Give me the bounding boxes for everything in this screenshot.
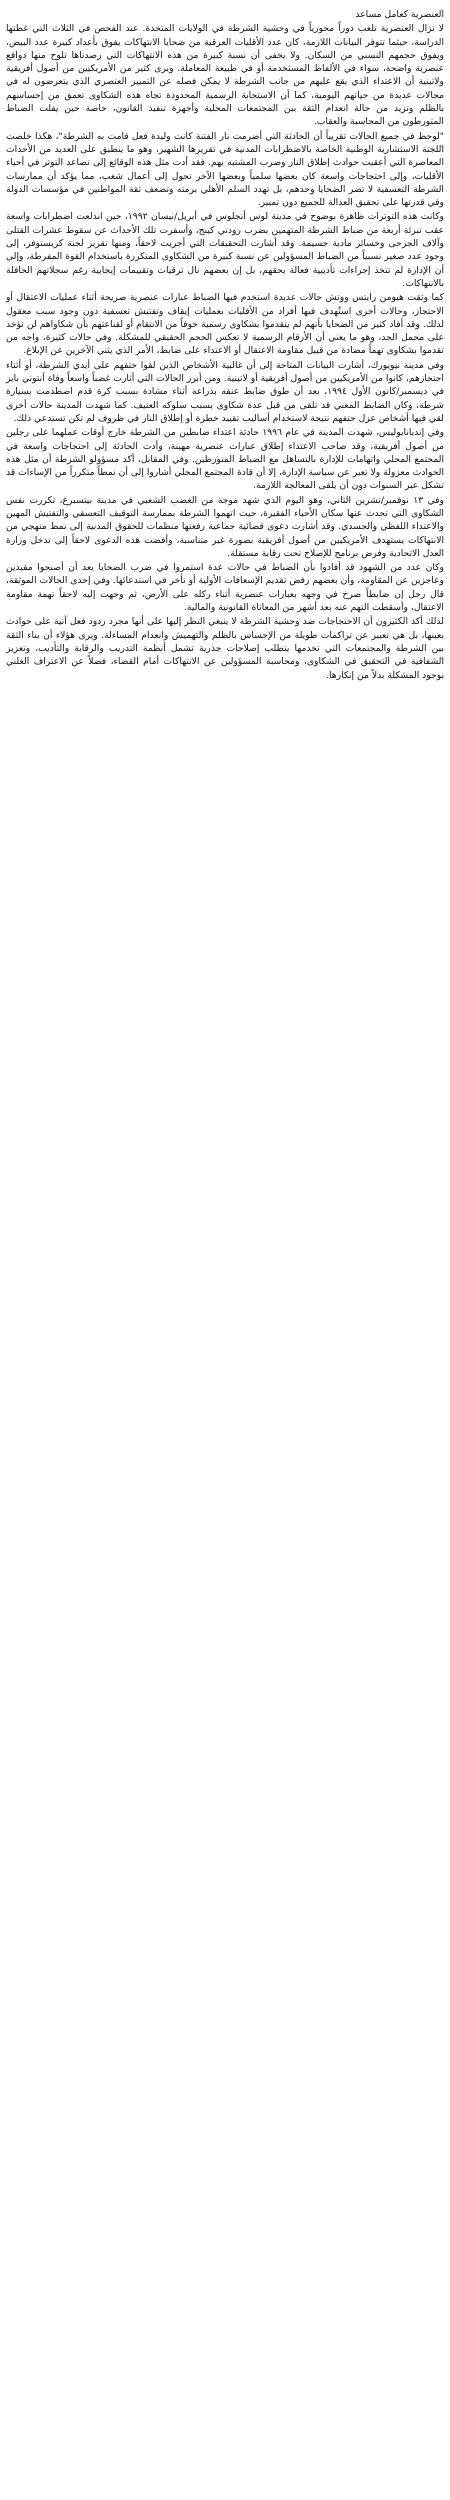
paragraph: كما وثقت هيومن رايتس ووتش حالات عديدة استخدم فيها الضباط عبارات عنصرية صريحة أثناء عمليات الاعتقال أو الاحتجاز، وحالات أخرى استُهدف فيها أفراد من الأقليات بعمليات إيقاف وتفتيش تعسفية دون وجود سبب معقول لذلك. وقد أفاد كثير من الضحايا بأنهم لم يتقدموا بشكاوى رسمية خوفاً من الانتقام أو لقناعتهم بأن شكاواهم لن تؤخذ على محمل الجد، وهو ما يعني أن الأرقام الرسمية لا تعكس الحجم الحقيقي للمشكلة. وفي حالات كثيرة، واجه من تقدموا بشكاوى تهماً مضادة من قبيل مقاومة الاعتقال أو الاعتداء على ضابط، الأمر الذي يثني الآخرين عن الإبلاغ. xyxy=(6,292,444,357)
paragraph: "لوحظ في جميع الحالات تقريباً أن الحادثة التي أضرمت نار الفتنة كانت وليدة فعل قامت به الشرطة"، هكذا خلصت اللجنة الاستشارية الوطنية الخاصة بالاضطرابات المدنية في تقريرها الشهير، وهو ما ينطبق على العديد من الأحداث المعاصرة التي أعقبت حوادث إطلاق النار وضرب المشتبه بهم. فقد أدت مثل هذه الوقائع إلى تصاعد التوتر في أحياء الأقليات، وإلى احتجاجات واسعة كان بعضها سلمياً وبعضها الآخر تحول إلى أعمال شغب، مما يؤكد أن ممارسات الشرطة التعسفية لا تضر الضحايا وحدهم، بل تهدد السلم الأهلي برمته وتضعف ثقة المواطنين في مؤسسات الدولة وفي قدرتها على تحقيق العدالة للجميع دون تمييز. xyxy=(6,130,444,209)
section-title: العنصرية كعامل مساعد xyxy=(355,9,444,20)
paragraph: لذلك أكد الكثيرون أن الاحتجاجات ضد وحشية الشرطة لا ينبغي النظر إليها على أنها مجرد ردود فعل آنية على حوادث بعينها، بل هي تعبير عن تراكمات طويلة من الإحساس بالظلم والتهميش وانعدام المساءلة. ويرى هؤلاء أن بناء الثقة بين الشرطة والمجتمعات التي تخدمها يتطلب إصلاحات جذرية تشمل أنظمة التدريب والرقابة والتأديب، وتعزيز الشفافية في التحقيق في الشكاوى، ومحاسبة المسؤولين عن الانتهاكات أمام القضاء، فضلاً عن الاعتراف العلني بوجود المشكلة بدلاً من إنكارها. xyxy=(6,616,444,681)
paragraph: وفي مدينة نيويورك، أشارت البيانات المتاحة إلى أن غالبية الأشخاص الذين لقوا حتفهم على أيدي الشرطة، أو أثناء احتجازهم، كانوا من الأمريكيين من أصول أفريقية أو لاتينية. ومن أبرز الحالات التي أثارت غضباً واسعاً وفاة أنتوني بايز في ديسمبر/كانون الأول ١٩٩٤، بعد أن طوق ضابط عنقه بذراعه أثناء مشادة بسبب كرة قدم اصطدمت بسيارة شرطة، وكان الضابط المعني قد تلقى من قبل عدة شكاوى بسبب سلوكه العنيف. كما شهدت المدينة حالات أخرى لقي فيها أشخاص عزل حتفهم نتيجة لاستخدام أساليب تقييد خطرة أو إطلاق النار في ظروف لم تكن تستدعي ذلك. xyxy=(6,359,444,424)
paragraph: لا تزال العنصرية تلعب دوراً محورياً في وحشية الشرطة في الولايات المتحدة. عند الفحص في الثلاث التي غطتها الدراسة، حيثما تتوفر البيانات اللازمة، كان عدد الأقليات العرقية من ضحايا الانتهاكات يفوق بأعداد كبيرة عدد البيض، ويفوق حجمهم النسبي من السكان. ولا يخفى أن نسبة كبيرة من هذه الانتهاكات التي رصدناها تلوح منها دوافع عنصرية واضحة، سواء في الألفاظ المستخدمة أو في طبيعة المعاملة. ويرى كثير من الأمريكيين من أصول أفريقية ولاتينية أن الاعتداء الذي يقع عليهم من جانب الشرطة لا يمكن فصله عن التمييز العنصري الذي يتعرضون له في مجالات عديدة من حياتهم اليومية، كما أن الاستجابة الرسمية المحدودة تجاه هذه الشكاوى تعمق من إحساسهم بالظلم وتزيد من حالة انعدام الثقة بين المجتمعات المحلية وأجهزة تنفيذ القانون، خاصة حين يفلت الضباط المتورطون من المحاسبة والعقاب. xyxy=(6,23,444,128)
paragraph: وفي ١٣ نوفمبر/تشرين الثاني، وهو اليوم الذي شهد موجة من الغضب الشعبي في مدينة بيتسبرغ، تكررت نفس الشكاوى التي تحدث عنها سكان الأحياء الفقيرة، حيث اتهموا الشرطة بممارسة التوقيف التعسفي والتفتيش المهين والاعتداء اللفظي والجسدي. وقد أشارت دعوى قضائية جماعية رفعتها منظمات للحقوق المدنية إلى نمط منهجي من الانتهاكات يستهدف الأمريكيين من أصول أفريقية بصورة غير متناسبة، وأفضت هذه الدعوى لاحقاً إلى تدخل وزارة العدل الاتحادية وفرض برنامج للإصلاح تحت رقابة مستقلة. xyxy=(6,494,444,559)
paragraph: وكانت هذه التوترات ظاهرة بوضوح في مدينة لوس أنجلوس في أبريل/نيسان ١٩٩٢، حين اندلعت اضطرابات واسعة عقب تبرئة أربعة من ضباط الشرطة المتهمين بضرب رودني كينج، وأسفرت تلك الأحداث عن سقوط عشرات القتلى وآلاف الجرحى وخسائر مادية جسيمة. وقد أشارت التحقيقات التي أجريت لاحقاً، ومنها تقرير لجنة كريستوفر، إلى وجود عدد صغير نسبياً من الضباط المسؤولين عن نسبة كبيرة من الشكاوى المتكررة باستخدام القوة المفرطة، وإلى أن الإدارة لم تتخذ إجراءات تأديبية فعالة بحقهم، بل إن بعضهم نال ترقيات وتقييمات إيجابية رغم سجلاتهم الحافلة بالانتهاكات. xyxy=(6,211,444,289)
paragraph: وكان عدد من الشهود قد أفادوا بأن الضباط في حالات عدة استمروا في ضرب الضحايا بعد أن أصبحوا مقيدين وعاجزين عن المقاومة، وأن بعضهم رفض تقديم الإسعافات الأولية أو تأخر في استدعائها. وفي إحدى الحالات الموثقة، قال رجل إن ضابطاً صرخ في وجهه بعبارات عنصرية أثناء ركله على الأرض، ثم وجهت إليه لاحقاً تهمة مقاومة الاعتقال، وأسقطت التهم عنه بعد أشهر من المعاناة القانونية والمالية. xyxy=(6,562,444,614)
paragraph: وفي إنديانابوليس، شهدت المدينة في عام ١٩٩٦ حادثة اعتداء ضابطين من الشرطة خارج أوقات عملهما على رجلين من أصول أفريقية، وقد صاحب الاعتداء إطلاق عبارات عنصرية مهينة، وأدت الحادثة إلى احتجاجات واسعة في المجتمع المحلي واتهامات للإدارة بالتساهل مع الضباط المتورطين. وفي المقابل، أكد مسؤولو الشرطة أن مثل هذه الحوادث معزولة ولا تعبر عن سياسة الإدارة، إلا أن قادة المجتمع المحلي أشاروا إلى أن نمطاً متكرراً من الإساءات قد تشكل عبر السنوات دون أن يلقى المعالجة اللازمة. xyxy=(6,427,444,492)
